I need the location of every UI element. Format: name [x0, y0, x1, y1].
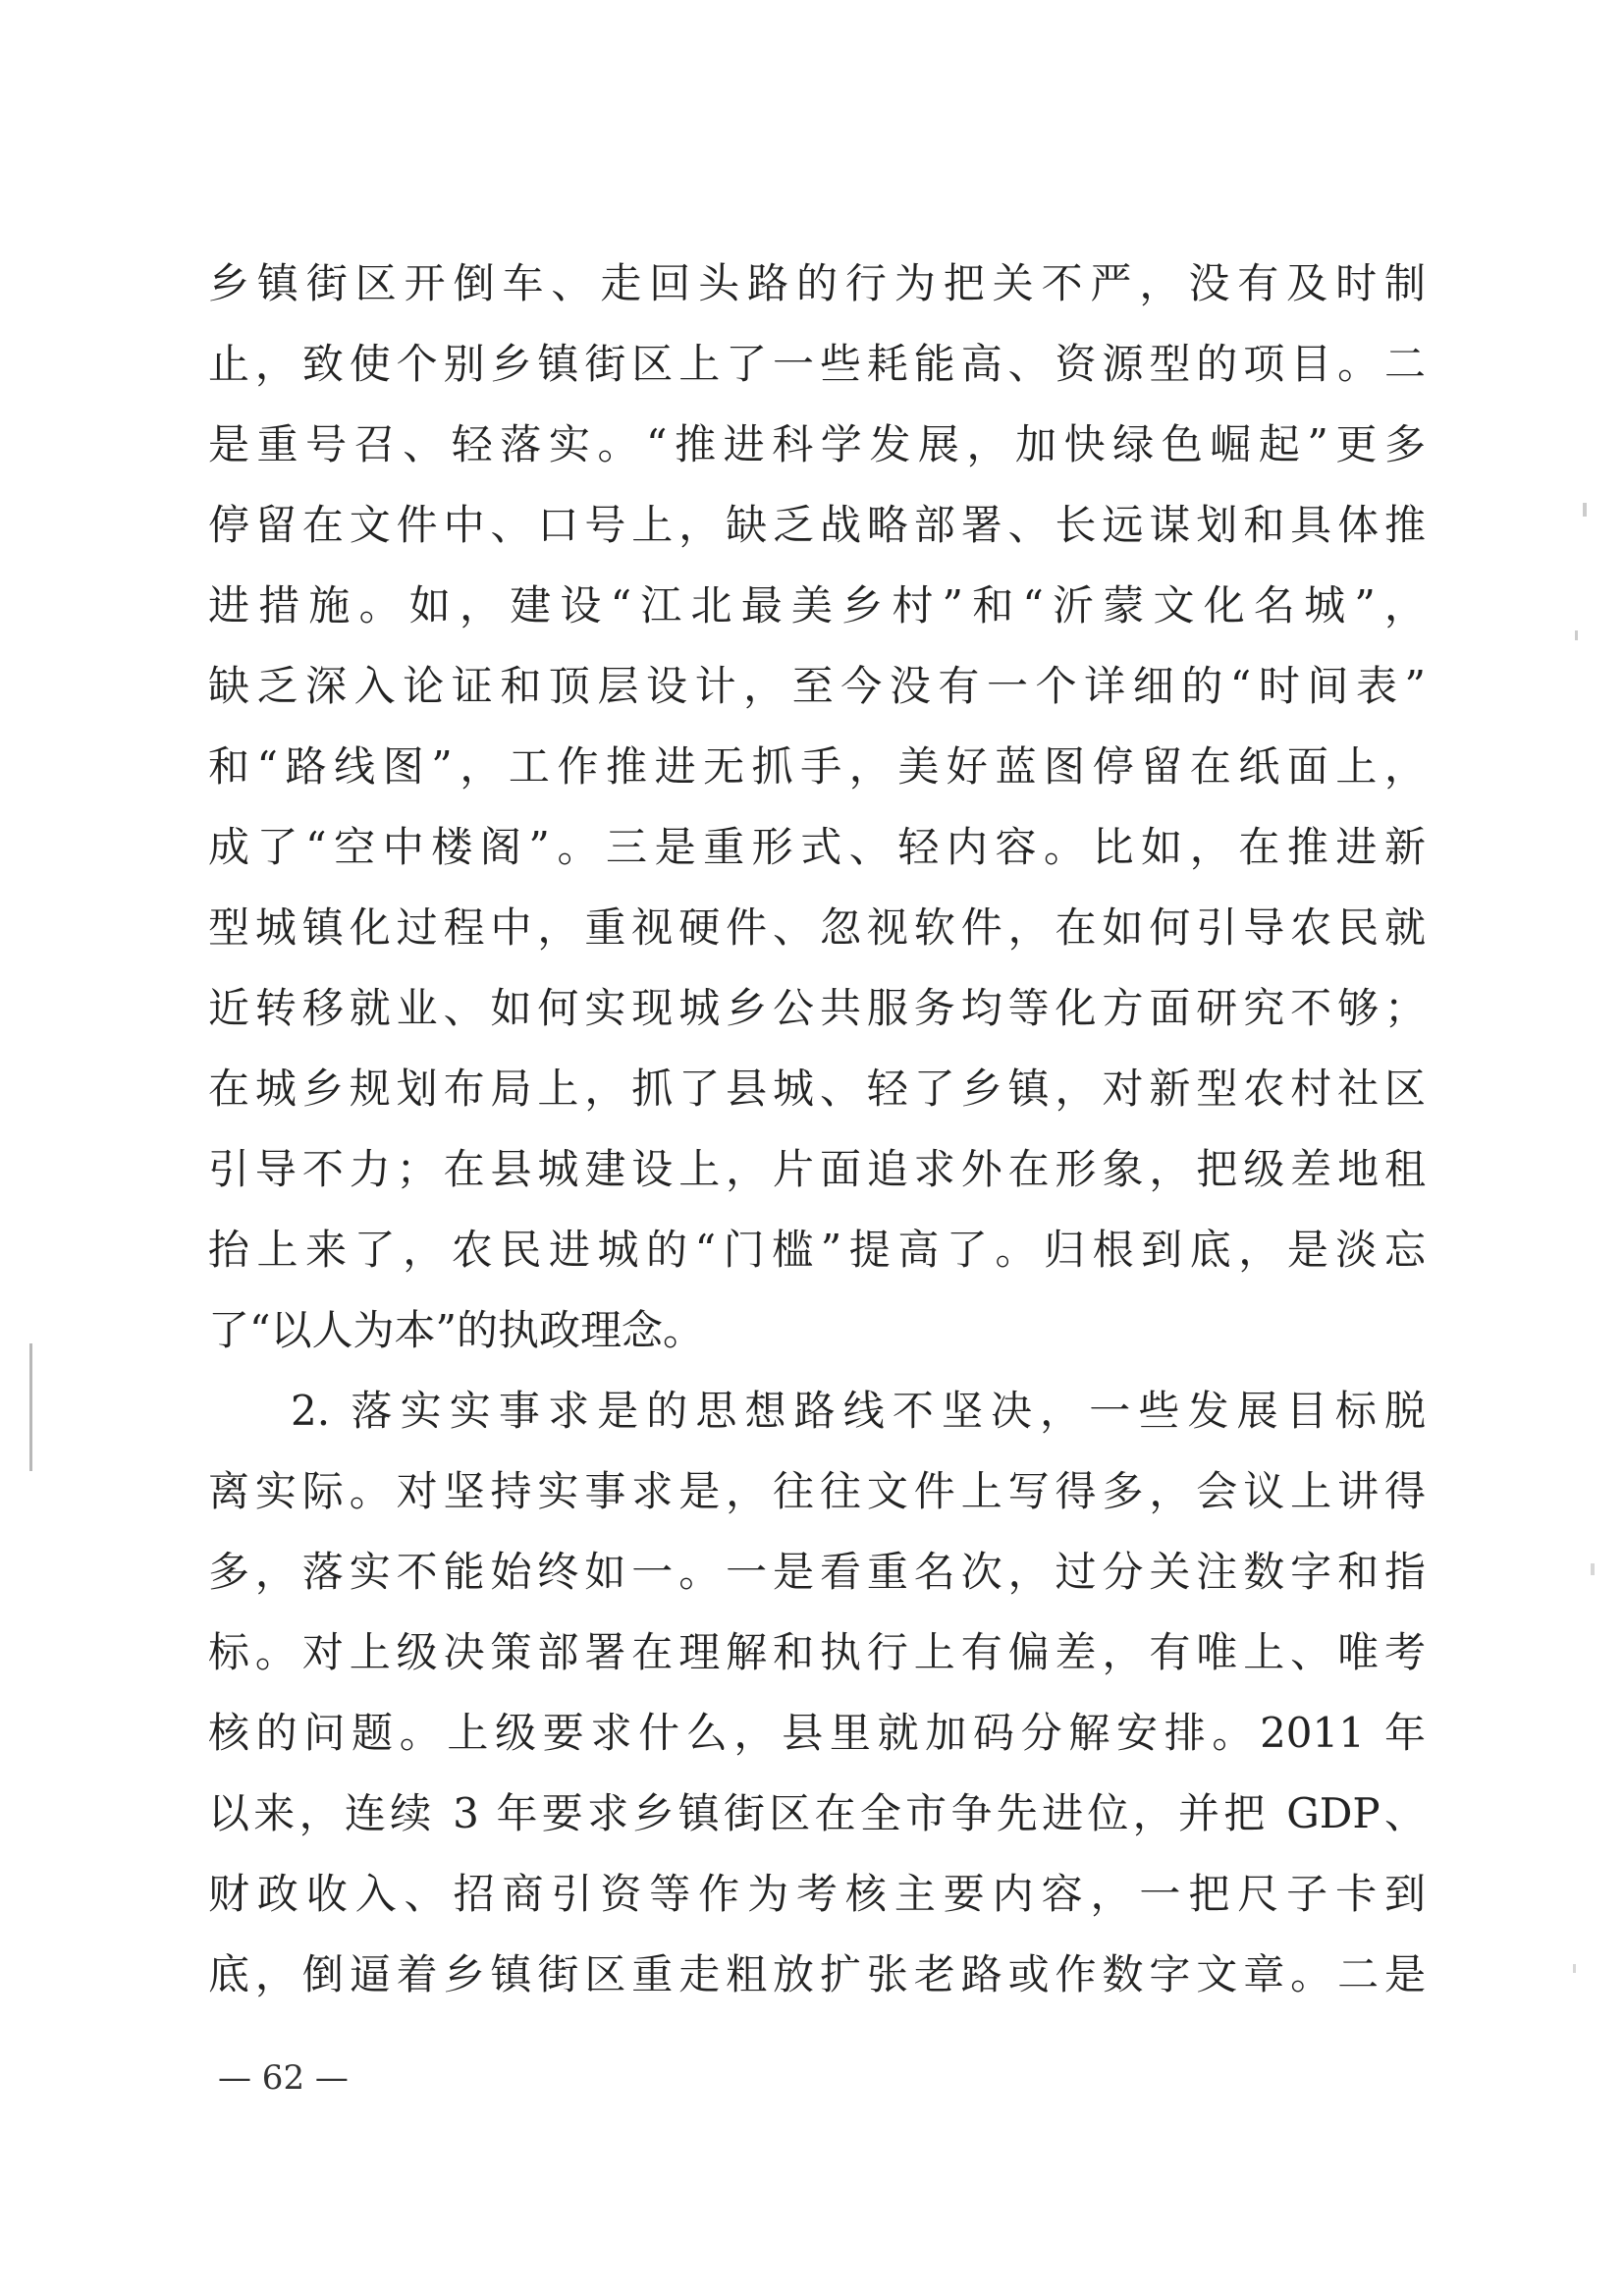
- scan-artifact-mark: [1591, 1563, 1595, 1575]
- text-line: 多，落实不能始终如一。一是看重名次，过分关注数字和指: [208, 1548, 1426, 1596]
- text-line: 抬上来了，农民进城的“门槛”提高了。归根到底，是淡忘: [208, 1226, 1426, 1274]
- text-line: 型城镇化过程中，重视硬件、忽视软件，在如何引导农民就: [208, 903, 1426, 952]
- text-line: 和“路线图”，工作推进无抓手，美好蓝图停留在纸面上，: [208, 742, 1426, 791]
- text-line: 成了“空中楼阁”。三是重形式、轻内容。比如，在推进新: [208, 823, 1426, 871]
- scan-artifact-mark: [29, 1343, 32, 1471]
- text-line: 在城乡规划布局上，抓了县城、轻了乡镇，对新型农村社区: [208, 1065, 1426, 1113]
- text-line: 乡镇街区开倒车、走回头路的行为把关不严，没有及时制: [208, 259, 1426, 307]
- text-line: 进措施。如，建设“江北最美乡村”和“沂蒙文化名城”，: [208, 581, 1426, 629]
- text-line: 停留在文件中、口号上，缺乏战略部署、长远谋划和具体推: [208, 501, 1426, 549]
- scan-artifact-mark: [1583, 503, 1587, 517]
- scan-artifact-mark: [1573, 1964, 1576, 1973]
- text-line: 财政收入、招商引资等作为考核主要内容，一把尺子卡到: [208, 1870, 1426, 1918]
- scan-artifact-mark: [1575, 630, 1578, 640]
- text-line: 止，致使个别乡镇街区上了一些耗能高、资源型的项目。二: [208, 340, 1426, 388]
- page-number: — 62 —: [218, 2058, 349, 2098]
- text-line: 以来，连续 3 年要求乡镇街区在全市争先进位，并把 GDP、: [208, 1789, 1426, 1837]
- text-line: 近转移就业、如何实现城乡公共服务均等化方面研究不够；: [208, 984, 1426, 1032]
- text-line: 2. 落实实事求是的思想路线不坚决，一些发展目标脱: [291, 1387, 1426, 1435]
- text-line: 核的问题。上级要求什么，县里就加码分解安排。2011 年: [208, 1709, 1426, 1757]
- text-line: 底，倒逼着乡镇街区重走粗放扩张老路或作数字文章。二是: [208, 1950, 1426, 1998]
- text-line: 标。对上级决策部署在理解和执行上有偏差，有唯上、唯考: [208, 1628, 1426, 1676]
- body-text: [208, 244, 1426, 2015]
- text-line: 是重号召、轻落实。“推进科学发展，加快绿色崛起”更多: [208, 420, 1426, 468]
- text-line: 了“以人为本”的执政理念。: [208, 1306, 704, 1354]
- text-line: 缺乏深入论证和顶层设计，至今没有一个详细的“时间表”: [208, 662, 1426, 710]
- text-line: 离实际。对坚持实事求是，往往文件上写得多，会议上讲得: [208, 1467, 1426, 1515]
- text-line: 引导不力；在县城建设上，片面追求外在形象，把级差地租: [208, 1145, 1426, 1193]
